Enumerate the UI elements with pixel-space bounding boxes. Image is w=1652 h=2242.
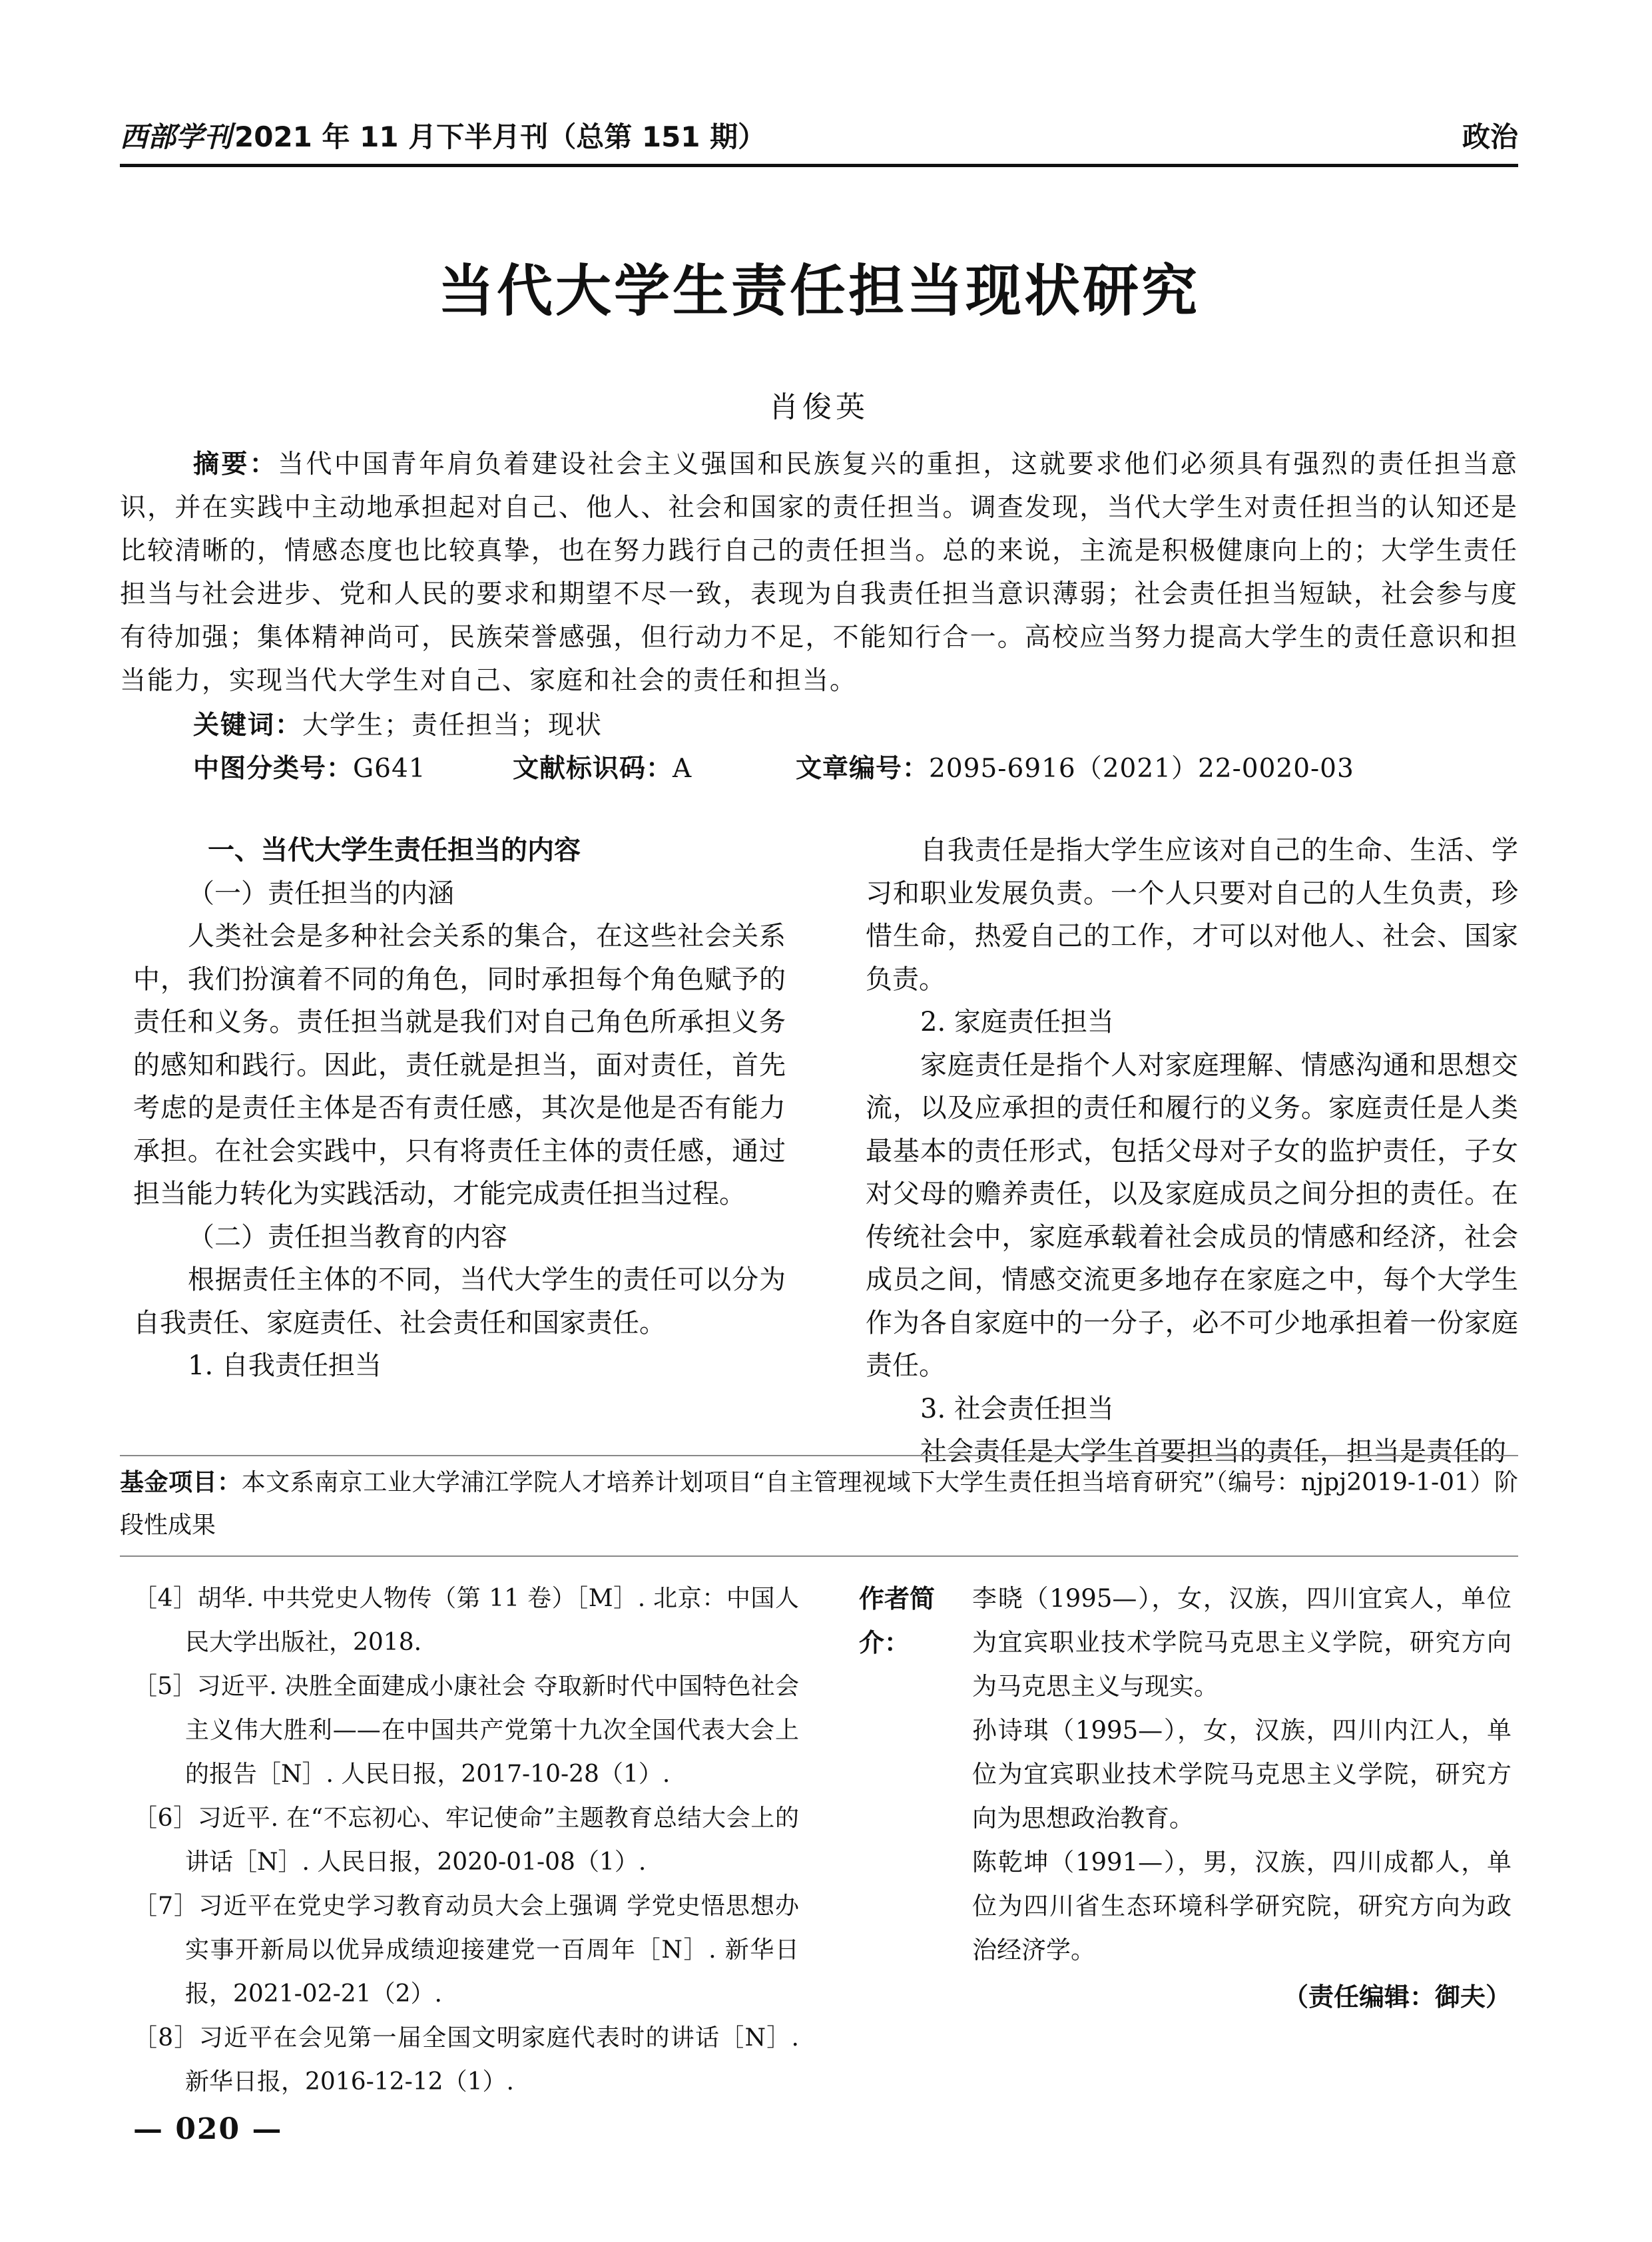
clc-value: G641	[353, 754, 426, 784]
keywords	[193, 704, 603, 747]
footnote-rule	[120, 1555, 1518, 1557]
keywords-text: 大学生；责任担当；现状	[302, 710, 603, 740]
keywords-label: 关键词：	[193, 710, 303, 740]
article-value: 2095-6916（2021）22-0020-03	[929, 754, 1354, 784]
running-header	[120, 112, 1518, 158]
fund-text: 本文系南京工业大学浦江学院人才培养计划项目“自主管理视域下大学生责任担当培育研究”（编号：njpj2019-1-01）阶段性成果	[120, 1469, 1518, 1539]
journal-issue	[120, 115, 766, 155]
fund-note	[120, 1462, 1518, 1547]
subsection-heading: （二）责任担当教育的内容	[188, 1221, 507, 1253]
abstract-text: 当代中国青年肩负着建设社会主义强国和民族复兴的重担，这就要求他们必须具有强烈的责任担当意识，并在实践中主动地承担起对自己、他人、社会和国家的责任担当。调查发现，当代大学生对责任担当的认知还是比较清晰的，情感态度也比较真挚，也在努力践行自己的责任担当。总的来说，主流是积极健康向上的；大学生责任担当与社会进步、党和人民的要求和期望不尽一致，表现为自我责任担当意识薄弱；社会责任担当短缺，社会参与度有待加强；集体精神尚可，民族荣誉感强，但行动力不足，不能知行合一。高校应当努力提高大学生的责任意识和担当能力，实现当代大学生对自己、家庭和社会的责任和担当。	[120, 449, 1518, 696]
doc-value: A	[673, 754, 692, 784]
reference-item: ［4］胡华. 中共党史人物传（第 11 卷）［M］. 北京：中国人民大学出版社，2018.	[133, 1585, 799, 1656]
author-bio	[859, 1577, 1512, 1972]
article-title: 当代大学生责任担当现状研究	[437, 258, 1200, 324]
doc-label: 文献标识码：	[513, 754, 673, 784]
section-heading: 一、当代大学生责任担当的内容	[208, 835, 581, 866]
page-number: — 020 —	[133, 2112, 283, 2146]
abstract-label: 摘要：	[193, 449, 278, 479]
body-column-right	[866, 829, 1518, 1474]
reference-item: ［8］习近平在会见第一届全国文明家庭代表时的讲话［N］. 新华日报，2016-12-12（1）.	[133, 2024, 799, 2096]
clc-label: 中图分类号：	[193, 754, 354, 784]
sub-subsection-heading: 2. 家庭责任担当	[920, 1007, 1114, 1037]
journal-logo: 西部学刊	[120, 121, 232, 153]
bio-label: 作者简介：	[859, 1584, 936, 1657]
responsible-editor: （责任编辑：御夫）	[1282, 1982, 1511, 2012]
bio-entry: 陈乾坤（1991—），男，汉族，四川成都人，单位为四川省生态环境科学研究院，研究方向为政治经济学。	[972, 1848, 1512, 1964]
reference-item: ［7］习近平在党史学习教育动员大会上强调 学党史悟思想办实事开新局以优异成绩迎接建党一百周年［N］. 新华日报，2021-02-21（2）.	[133, 1892, 799, 2008]
bio-entry: 孙诗琪（1995—），女，汉族，四川内江人，单位为宜宾职业技术学院马克思主义学院，研究方向为思想政治教育。	[972, 1716, 1512, 1832]
bio-entry: 李晓（1995—），女，汉族，四川宜宾人，单位为宜宾职业技术学院马克思主义学院，研究方向为马克思主义与现实。	[972, 1584, 1512, 1701]
fund-label: 基金项目：	[120, 1469, 242, 1496]
subsection-heading: （一）责任担当的内涵	[188, 878, 454, 909]
sub-subsection-heading: 1. 自我责任担当	[188, 1350, 382, 1381]
section-name: 政治	[1462, 121, 1518, 153]
sub-subsection-heading: 3. 社会责任担当	[920, 1393, 1114, 1424]
header-rule	[120, 164, 1518, 167]
reference-item: ［6］习近平. 在“不忘初心、牢记使命”主题教育总结大会上的讲话［N］. 人民日报，2020-01-08（1）.	[133, 1805, 799, 1876]
article-number	[796, 747, 1354, 790]
paragraph: 社会责任是大学生首要担当的责任，担当是责任的	[920, 1436, 1506, 1467]
paragraph: 根据责任主体的不同，当代大学生的责任可以分为自我责任、家庭责任、社会责任和国家责任。	[133, 1264, 786, 1338]
doc-code	[513, 747, 692, 790]
footnote-rule	[120, 1455, 1518, 1456]
issue-info: 2021 年 11 月下半月刊（总第 151 期）	[234, 121, 766, 153]
paragraph: 自我责任是指大学生应该对自己的生命、生活、学习和职业发展负责。一个人只要对自己的人生负责，珍惜生命，热爱自己的工作，才可以对他人、社会、国家负责。	[866, 835, 1518, 995]
paragraph: 人类社会是多种社会关系的集合，在这些社会关系中，我们扮演着不同的角色，同时承担每个角色赋予的责任和义务。责任担当就是我们对自己角色所承担义务的感知和践行。因此，责任就是担当，面对责任，首先考虑的是责任主体是否有责任感，其次是他是否有能力承担。在社会实践中，只有将责任主体的责任感，通过担当能力转化为实践活动，才能完成责任担当过程。	[133, 921, 786, 1209]
body-column-left	[133, 829, 786, 1388]
reference-item: ［5］习近平. 决胜全面建成小康社会 夺取新时代中国特色社会主义伟大胜利——在中国共产党第十九次全国代表大会上的报告［N］. 人民日报，2017-10-28（1）.	[133, 1673, 799, 1788]
paragraph: 家庭责任是指个人对家庭理解、情感沟通和思想交流，以及应承担的责任和履行的义务。家庭责任是人类最基本的责任形式，包括父母对子女的监护责任，子女对父母的赡养责任，以及家庭成员之间分担的责任。在传统社会中，家庭承载着社会成员的情感和经济，社会成员之间，情感交流更多地存在家庭之中，每个大学生作为各自家庭中的一分子，必不可少地承担着一份家庭责任。	[866, 1049, 1518, 1381]
abstract	[120, 443, 1518, 702]
article-label: 文章编号：	[796, 754, 930, 784]
clc-code	[193, 747, 426, 790]
references-list	[133, 1577, 799, 2104]
article-author: 肖俊英	[769, 390, 869, 424]
